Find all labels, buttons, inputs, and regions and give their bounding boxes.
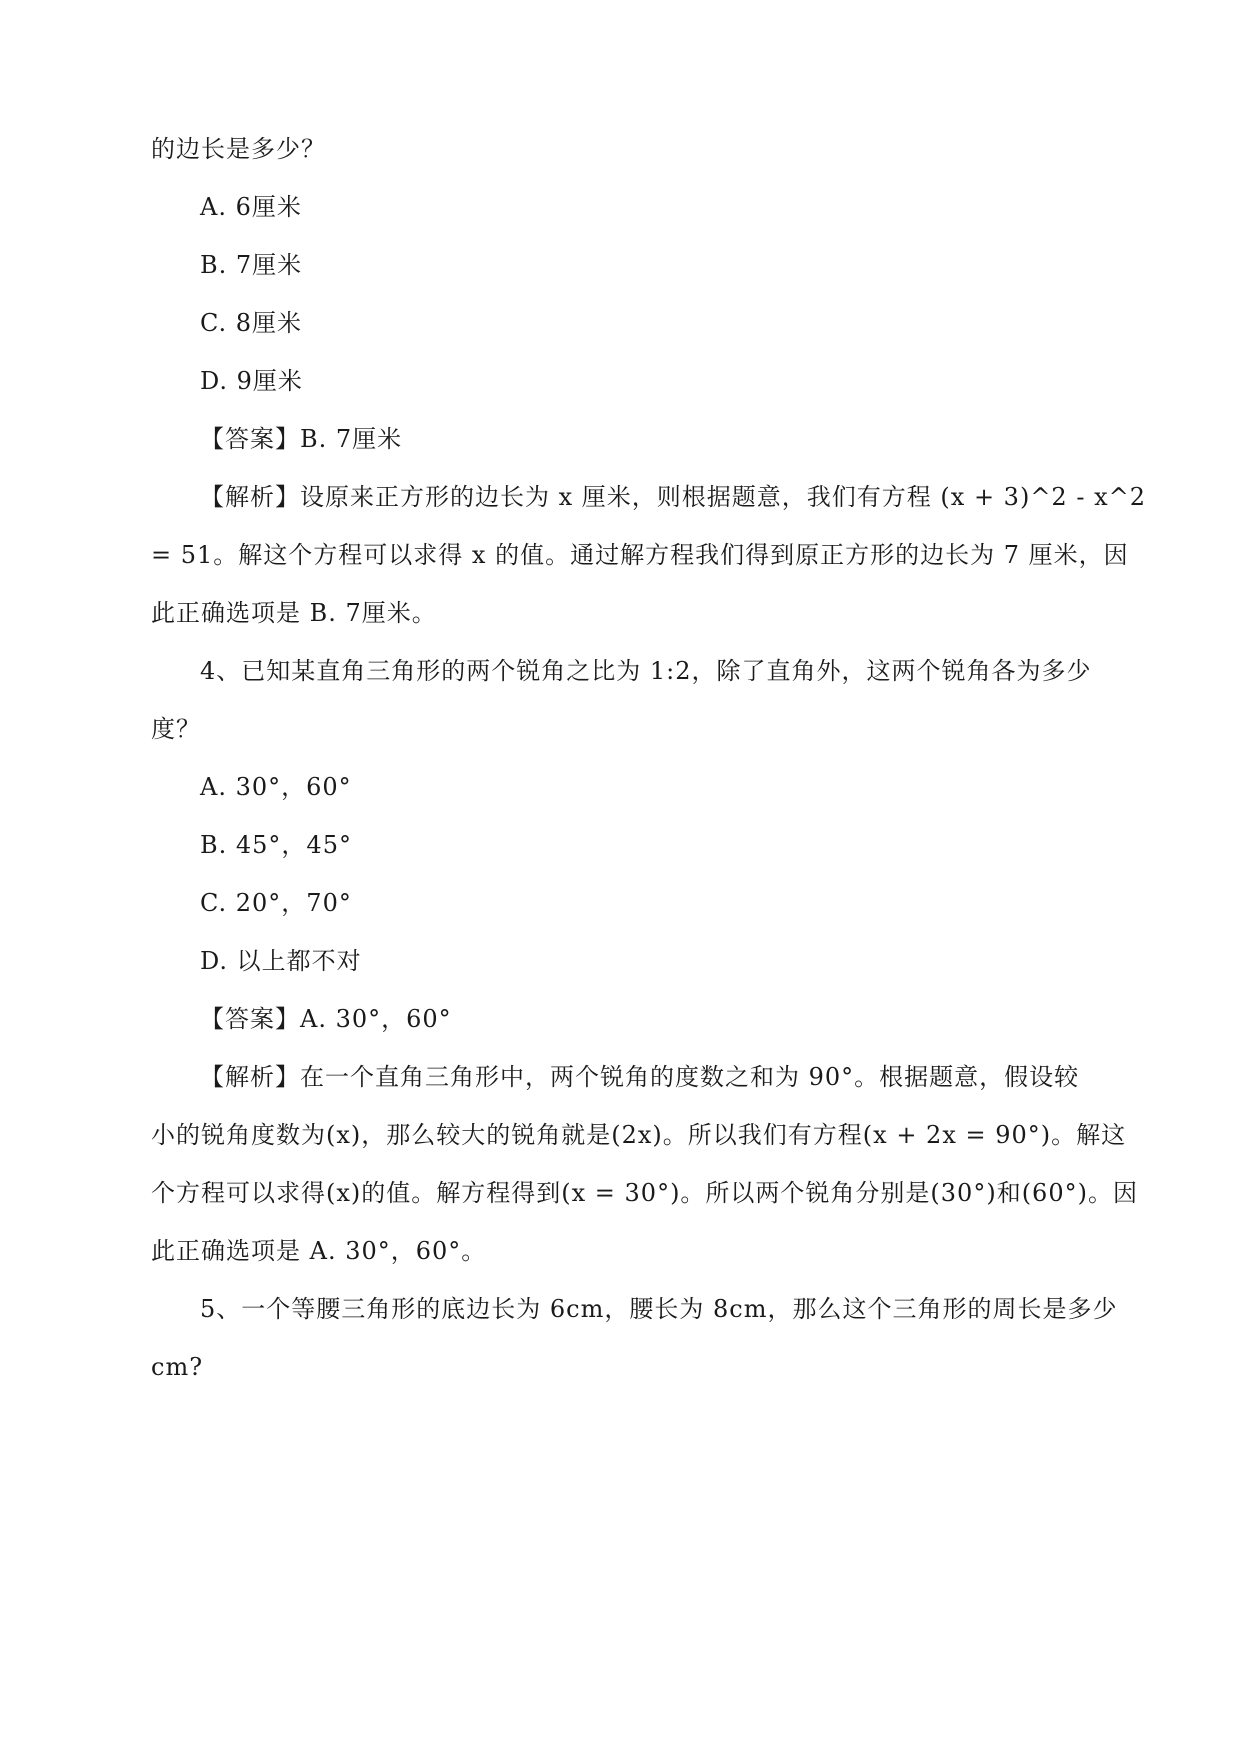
question-3-option-c: C. 8厘米 xyxy=(200,309,303,337)
question-4-answer: 【答案】A. 30°，60° xyxy=(200,1005,452,1033)
question-4-option-c: C. 20°，70° xyxy=(200,889,352,917)
question-5-stem-line-1: 5、一个等腰三角形的底边长为 6cm，腰长为 8cm，那么这个三角形的周长是多少 xyxy=(200,1295,1118,1323)
question-4-analysis-line-4: 此正确选项是 A. 30°，60°。 xyxy=(151,1237,487,1265)
question-4-option-d: D. 以上都不对 xyxy=(200,947,362,975)
question-4-stem-line-1: 4、已知某直角三角形的两个锐角之比为 1:2，除了直角外，这两个锐角各为多少 xyxy=(200,657,1092,685)
question-3-option-a: A. 6厘米 xyxy=(200,193,302,221)
question-4-option-a: A. 30°，60° xyxy=(200,773,352,801)
question-3-option-d: D. 9厘米 xyxy=(200,367,303,395)
question-4-analysis-line-3: 个方程可以求得(x)的值。解方程得到(x = 30°)。所以两个锐角分别是(30°)和(60°)。因 xyxy=(151,1179,1138,1207)
question-4-analysis-line-2: 小的锐角度数为(x)，那么较大的锐角就是(2x)。所以我们有方程(x + 2x = 90°)。解这 xyxy=(151,1121,1127,1149)
question-3-stem-tail: 的边长是多少？ xyxy=(151,135,326,163)
question-4-analysis-line-1: 【解析】在一个直角三角形中，两个锐角的度数之和为 90°。根据题意，假设较 xyxy=(200,1063,1080,1091)
question-3-answer: 【答案】B. 7厘米 xyxy=(200,425,403,453)
question-5-stem-line-2: cm? xyxy=(151,1353,204,1381)
question-3-analysis-line-1: 【解析】设原来正方形的边长为 x 厘米，则根据题意，我们有方程 (x + 3)^2 - x^2 xyxy=(200,483,1146,511)
question-4-stem-line-2: 度？ xyxy=(151,715,201,743)
question-3-analysis-line-3: 此正确选项是 B. 7厘米。 xyxy=(151,599,437,627)
question-3-analysis-line-2: = 51。解这个方程可以求得 x 的值。通过解方程我们得到原正方形的边长为 7 厘米，因 xyxy=(151,541,1129,569)
question-4-option-b: B. 45°，45° xyxy=(200,831,352,859)
question-3-option-b: B. 7厘米 xyxy=(200,251,303,279)
